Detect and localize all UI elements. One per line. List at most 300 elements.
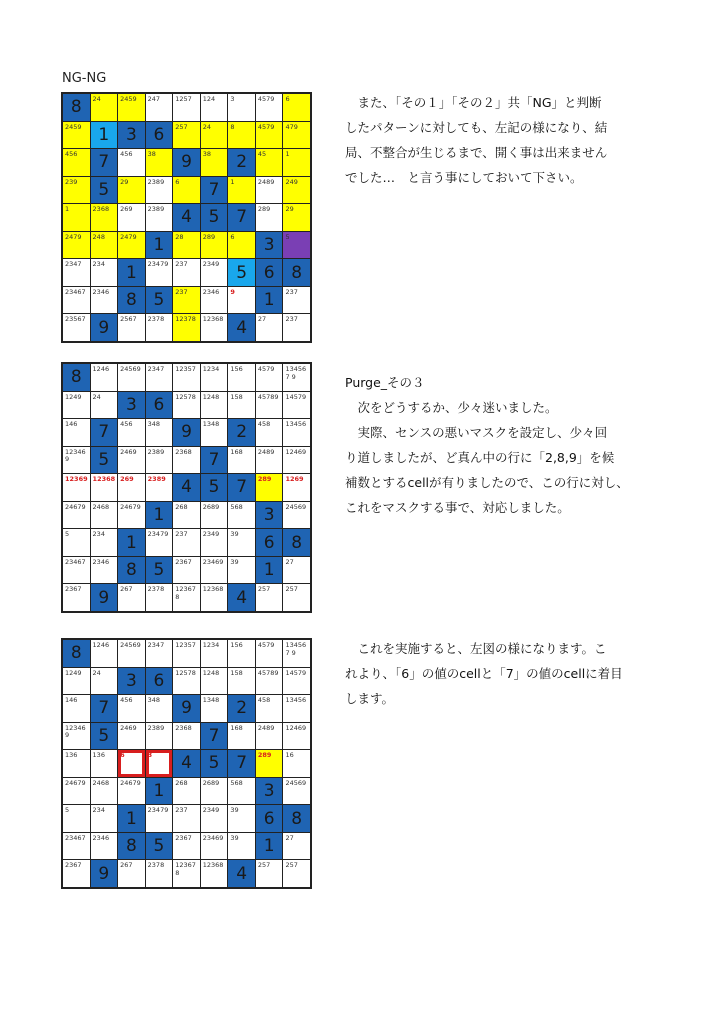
candidate-cell [228,447,255,474]
given-cell [173,419,200,446]
candidate-cell [256,177,283,204]
candidate-digits: 12469 [285,447,307,456]
candidate-digits: 247 [147,95,161,103]
candidate-cell [63,529,90,556]
given-cell [201,204,228,231]
candidate-digits: 257 [175,122,188,131]
given-digit: 8 [291,262,303,283]
candidate-cell [201,287,228,314]
given-digit: 4 [236,587,248,608]
candidate-cell [283,149,310,176]
given-digit: 1 [153,505,165,526]
candidate-cell [228,177,255,204]
given-cell [118,122,145,149]
candidate-cell [256,668,283,695]
candidate-digits: 458 [257,696,271,705]
candidate-digits: 23467 [65,287,86,296]
given-cell [63,94,90,121]
candidate-cell [228,392,255,419]
candidate-cell [201,364,228,391]
candidate-digits: 257 [285,861,298,870]
given-digit: 7 [236,477,248,498]
candidate-digits: 234 [92,530,105,539]
candidate-cell [201,557,228,584]
candidate-digits: 456 [65,150,78,159]
candidate-digits: 12357 [175,365,196,373]
candidate-digits: 2489 [257,447,275,456]
given-digit: 5 [153,836,165,857]
candidate-digits: 12578 [175,668,196,677]
candidate-cell [146,259,173,286]
candidate-digits: 23469 [202,833,224,842]
given-digit: 8 [70,97,82,118]
candidate-cell [228,723,255,750]
candidate-cell [228,557,255,584]
given-digit: 5 [208,753,220,774]
candidate-digits: 13456 [285,696,307,705]
candidate-digits: 239 [65,177,78,186]
candidate-cell [146,860,173,887]
candidate-digits: 45789 [257,668,279,677]
given-digit: 1 [153,235,165,256]
candidate-cell [63,584,90,611]
given-cell [91,177,118,204]
candidate-cell [118,204,145,231]
candidate-cell [173,94,200,121]
candidate-cell [173,723,200,750]
candidate-cell [146,314,173,341]
candidate-digits: 12368 [202,315,224,324]
candidate-cell [173,232,200,259]
given-digit: 1 [125,532,137,553]
given-cell [173,474,200,501]
candidate-cell [63,695,90,722]
candidate-digits: 2469 [120,723,137,732]
given-cell [173,750,200,777]
given-digit: 8 [70,643,82,664]
candidate-cell [173,364,200,391]
candidate-digits: 23567 [65,315,86,324]
candidate-cell [63,723,90,750]
candidate-digits: 2346 [202,287,220,296]
candidate-cell [283,668,310,695]
candidate-digits: 2479 [65,232,82,241]
candidate-digits: 1249 [65,668,82,677]
candidate-digits: 6 [175,177,180,186]
candidate-cell [283,584,310,611]
candidate-cell [91,557,118,584]
candidate-digits: 6 [230,232,235,241]
candidate-cell [201,94,228,121]
candidate-digits: 13456 [285,420,307,429]
sudoku-grid-ng-ng [61,92,312,343]
candidate-cell [201,502,228,529]
candidate-digits: 289 [202,232,216,241]
candidate-cell [146,474,173,501]
candidate-cell [91,232,118,259]
candidate-digits: 289 [257,205,271,214]
candidate-cell [283,232,310,259]
candidate-cell [91,502,118,529]
candidate-digits: 24 [202,122,212,131]
candidate-digits: 39 [230,806,239,815]
given-cell [63,640,90,667]
candidate-digits: 124 [202,95,216,103]
candidate-cell [228,94,255,121]
candidate-cell [283,723,310,750]
text-line: また、「その１」「その２」共「NG」と判断 [345,95,602,110]
candidate-cell [146,723,173,750]
text-line: 局、不整合が生じるまで、開く事は出来ません [345,145,608,160]
candidate-cell [118,94,145,121]
candidate-digits: 29 [120,177,129,186]
candidate-digits: 12357 [175,641,196,649]
candidate-digits: 2389 [147,177,165,186]
given-cell [146,502,173,529]
candidate-digits: 248 [92,232,105,241]
candidate-digits: 134567 9 [285,365,307,381]
given-digit: 7 [208,725,220,746]
given-digit: 3 [263,235,275,256]
candidate-cell [201,149,228,176]
given-cell [256,232,283,259]
candidate-digits: 2468 [92,778,110,787]
candidate-digits: 2689 [202,502,220,511]
given-cell [118,529,145,556]
candidate-digits: 38 [147,150,156,159]
candidate-cell [118,364,145,391]
given-cell [146,232,173,259]
candidate-digits: 12378 [175,315,196,324]
given-cell [146,778,173,805]
given-digit: 9 [98,317,110,338]
candidate-cell [256,392,283,419]
given-digit: 9 [181,152,192,173]
given-digit: 7 [98,152,110,173]
given-digit: 6 [263,262,275,283]
given-cell [91,447,118,474]
candidate-cell [118,584,145,611]
candidate-cell [63,287,90,314]
candidate-cell [201,314,228,341]
candidate-cell [256,723,283,750]
candidate-cell [118,860,145,887]
candidate-digits: 2567 [120,315,137,324]
candidate-cell [118,447,145,474]
candidate-cell [228,122,255,149]
candidate-digits: 289 [257,751,272,760]
given-digit: 5 [236,262,248,283]
candidate-digits: 3 [230,95,235,103]
candidate-cell [283,778,310,805]
candidate-cell [173,833,200,860]
candidate-digits: 1 [65,205,70,214]
candidate-cell [228,232,255,259]
candidate-cell [118,419,145,446]
candidate-cell [228,668,255,695]
given-digit: 9 [181,698,192,719]
given-digit: 2 [236,698,248,719]
candidate-digits: 1348 [202,696,220,705]
candidate-cell [146,447,173,474]
candidate-cell [228,502,255,529]
candidate-digits: 1348 [202,420,220,429]
candidate-digits: 237 [285,315,298,324]
candidate-digits: 2346 [92,557,110,566]
candidate-digits: 123469 [65,723,86,740]
candidate-cell [228,833,255,860]
candidate-cell [146,149,173,176]
candidate-cell [283,122,310,149]
given-digit: 1 [125,262,137,283]
text-line: 補数とするcellが有りましたので、この行に対し、 [345,475,629,490]
candidate-digits: 23467 [65,833,86,842]
given-digit: 3 [125,394,137,415]
given-digit: 7 [98,698,110,719]
candidate-cell [173,668,200,695]
candidate-cell [91,392,118,419]
candidate-cell [283,640,310,667]
candidate-digits: 2468 [92,502,110,511]
candidate-digits: 479 [285,122,298,131]
candidate-cell [146,750,173,777]
candidate-cell [91,778,118,805]
given-cell [173,695,200,722]
candidate-cell [283,474,310,501]
given-digit: 6 [263,808,275,829]
candidate-digits: 2349 [202,260,220,269]
candidate-cell [173,314,200,341]
candidate-digits: 29 [285,205,294,214]
given-cell [146,668,173,695]
candidate-cell [256,750,283,777]
candidate-digits: 136 [65,751,78,760]
given-cell [91,122,118,149]
candidate-digits: 2459 [120,95,137,103]
given-cell [256,778,283,805]
candidate-cell [63,860,90,887]
candidate-cell [173,122,200,149]
candidate-digits: 2389 [147,723,165,732]
given-digit: 6 [153,670,165,691]
candidate-digits: 24569 [120,641,141,649]
candidate-cell [256,695,283,722]
candidate-digits: 24679 [65,502,86,511]
given-digit: 9 [98,587,110,608]
given-cell [63,364,90,391]
explanation-paragraph-purge-3 [345,370,635,520]
candidate-cell [91,259,118,286]
given-cell [173,149,200,176]
candidate-digits: 5 [285,232,290,241]
given-digit: 4 [236,863,248,884]
candidate-digits: 1246 [92,365,110,373]
candidate-cell [256,860,283,887]
candidate-cell [173,557,200,584]
candidate-cell [228,778,255,805]
candidate-cell [63,474,90,501]
candidate-cell [283,750,310,777]
section-heading: Purge_その３ [345,375,425,390]
candidate-digits: 2489 [257,177,275,186]
text-line: れより、「6」の値のcellと「7」の値のcellに着目 [345,666,623,681]
given-cell [91,149,118,176]
given-digit: 9 [98,863,110,884]
candidate-digits: 24 [92,392,101,401]
given-digit: 7 [208,179,220,200]
candidate-digits: 158 [230,668,243,677]
candidate-cell [118,177,145,204]
candidate-digits: 2367 [65,585,82,594]
given-digit: 6 [153,124,165,145]
candidate-cell [283,204,310,231]
candidate-digits: 2389 [147,475,166,484]
candidate-cell [283,557,310,584]
candidate-cell [256,149,283,176]
candidate-digits: 2349 [202,530,220,539]
text-line: これを実施すると、左図の様になります。こ [345,641,607,656]
given-cell [118,259,145,286]
candidate-digits: 16 [285,751,294,760]
candidate-digits: 269 [120,205,133,214]
candidate-digits: 158 [230,392,243,401]
candidate-cell [91,94,118,121]
candidate-cell [118,232,145,259]
candidate-cell [63,314,90,341]
candidate-cell [118,778,145,805]
candidate-digits: 1257 [175,95,192,103]
candidate-digits: 269 [120,475,134,484]
candidate-digits: 4579 [257,641,275,649]
text-line: します。 [345,691,395,706]
candidate-cell [63,833,90,860]
sudoku-grid-purge-3-mask [61,362,312,613]
given-cell [91,695,118,722]
candidate-digits: 24569 [285,502,307,511]
candidate-cell [118,502,145,529]
candidate-digits: 2389 [147,205,165,214]
candidate-cell [146,204,173,231]
given-cell [228,314,255,341]
candidate-digits: 24 [92,95,101,103]
given-digit: 9 [181,422,192,443]
candidate-cell [63,447,90,474]
candidate-digits: 27 [257,315,267,324]
candidate-digits: 23479 [147,530,169,539]
candidate-digits: 39 [230,530,239,539]
candidate-cell [91,364,118,391]
candidate-cell [201,584,228,611]
given-digit: 4 [181,207,192,228]
given-digit: 5 [208,477,220,498]
candidate-cell [201,833,228,860]
candidate-digits: 12469 [285,723,307,732]
candidate-digits: 2368 [92,205,110,214]
candidate-digits: 12578 [175,392,196,401]
candidate-cell [173,447,200,474]
given-digit: 8 [125,290,137,311]
candidate-digits: 1234 [202,365,220,373]
given-cell [118,287,145,314]
candidate-digits: 2347 [147,365,165,373]
candidate-digits: 2347 [147,641,165,649]
candidate-digits: 1269 [285,475,304,484]
given-digit: 5 [98,725,110,746]
given-digit: 8 [291,808,303,829]
given-digit: 8 [125,560,137,581]
given-digit: 5 [98,179,110,200]
candidate-cell [173,640,200,667]
candidate-cell [256,94,283,121]
candidate-cell [201,778,228,805]
candidate-digits: 2489 [257,723,275,732]
candidate-digits: 45789 [257,392,279,401]
candidate-cell [283,860,310,887]
candidate-digits: 5 [65,806,70,815]
candidate-cell [201,392,228,419]
candidate-digits: 4579 [257,95,275,103]
candidate-digits: 24679 [65,778,86,787]
candidate-cell [63,750,90,777]
candidate-digits: 2378 [147,861,165,870]
candidate-cell [173,392,200,419]
sudoku-grid-purge-3-result [61,638,312,889]
candidate-cell [63,668,90,695]
given-digit: 6 [263,532,275,553]
candidate-cell [283,177,310,204]
given-digit: 1 [263,290,275,311]
candidate-digits: 168 [230,447,243,456]
candidate-digits: 2367 [175,557,192,566]
candidate-cell [146,805,173,832]
candidate-cell [256,419,283,446]
given-cell [146,392,173,419]
given-digit: 4 [181,477,192,498]
candidate-cell [118,750,145,777]
candidate-digits: 2368 [175,723,192,732]
given-digit: 1 [98,124,110,145]
given-cell [173,204,200,231]
candidate-cell [63,557,90,584]
given-cell [118,833,145,860]
candidate-cell [118,640,145,667]
candidate-digits: 23479 [147,260,169,269]
candidate-digits: 268 [175,778,188,787]
candidate-cell [201,529,228,556]
candidate-digits: 123678 [175,861,196,877]
given-cell [256,833,283,860]
given-cell [228,259,255,286]
candidate-digits: 456 [120,696,133,705]
candidate-digits: 348 [147,420,161,429]
candidate-digits: 27 [285,557,294,566]
candidate-cell [91,474,118,501]
candidate-digits: 4579 [257,365,275,373]
candidate-cell [228,805,255,832]
candidate-cell [256,314,283,341]
candidate-digits: 2346 [92,287,110,296]
given-cell [146,122,173,149]
candidate-cell [283,314,310,341]
given-cell [118,668,145,695]
candidate-cell [201,640,228,667]
candidate-cell [63,177,90,204]
candidate-digits: 2389 [147,447,165,456]
candidate-digits: 12368 [92,475,116,484]
candidate-digits: 2368 [175,447,192,456]
candidate-digits: 2367 [175,833,192,842]
candidate-cell [173,502,200,529]
